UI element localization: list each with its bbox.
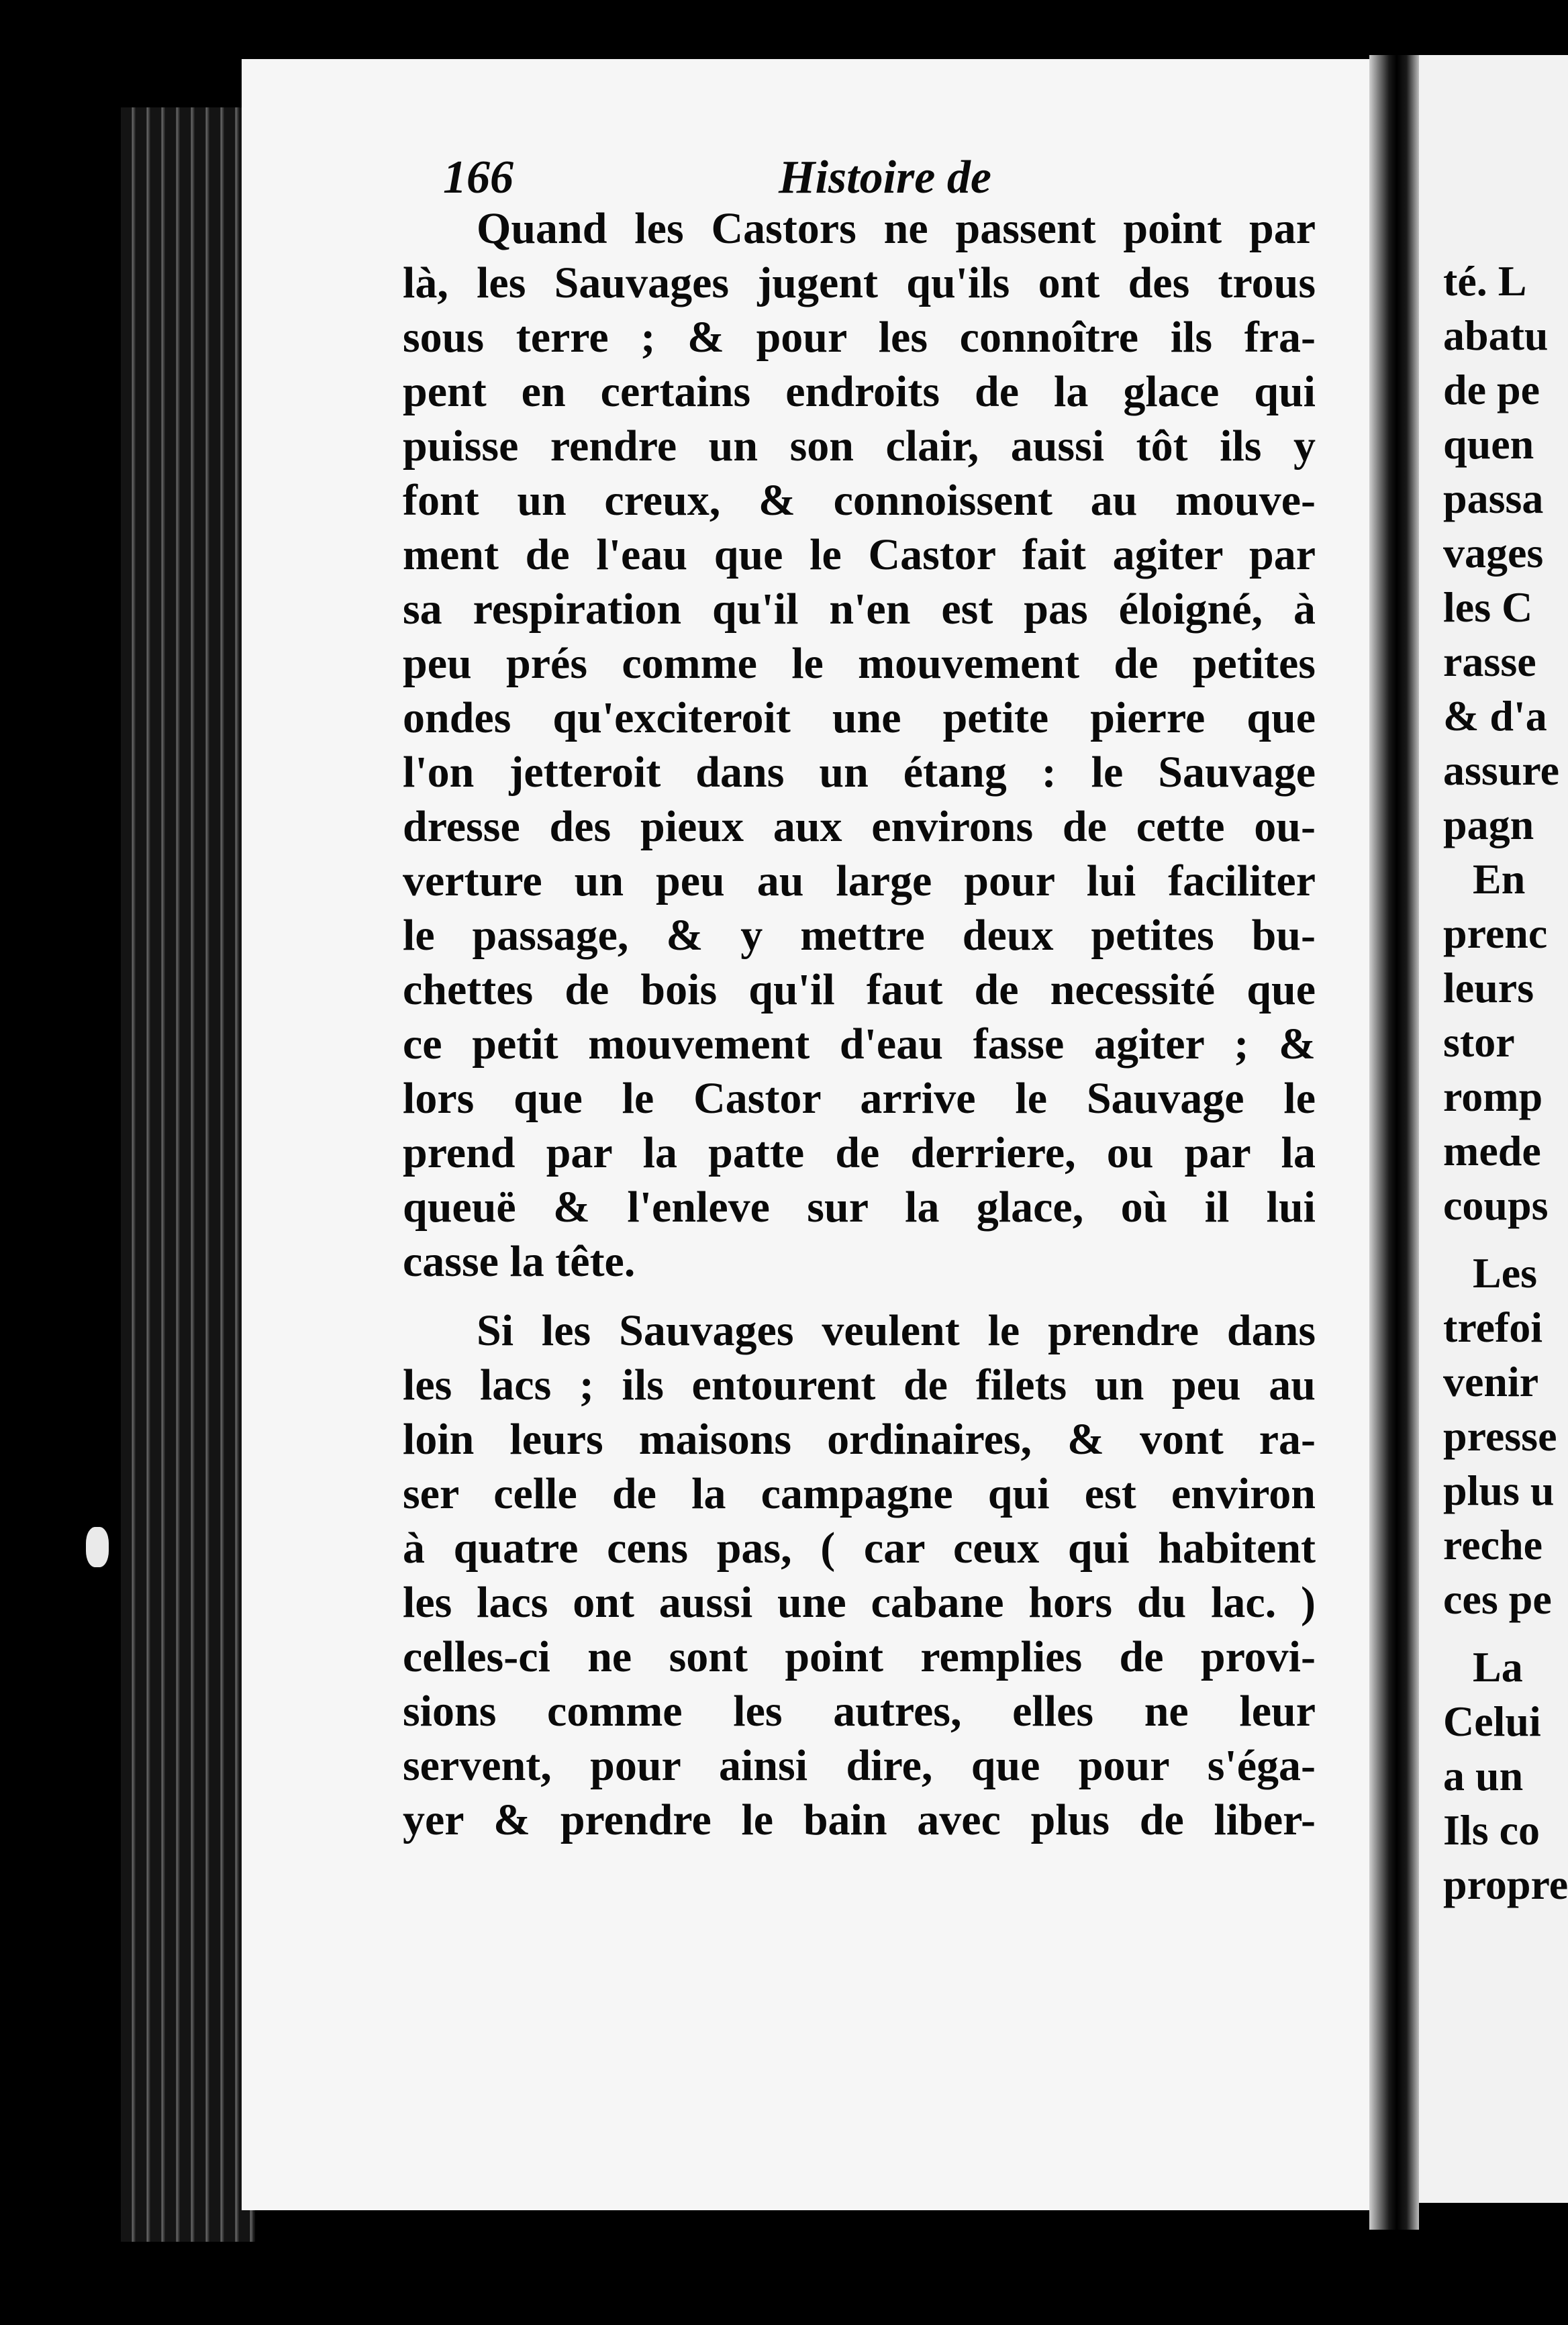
text-line: le passage, & y mettre deux petites bu- [403, 911, 1316, 960]
text-line-fragment: Ils co [1443, 1806, 1540, 1854]
text-line-fragment: presse [1443, 1412, 1557, 1460]
text-line-fragment: prenc [1443, 909, 1548, 957]
text-line: à quatre cens pas, ( car ceux qui habitent [403, 1524, 1316, 1573]
page-number: 166 [443, 152, 513, 203]
text-line: ce petit mouvement d'eau fasse agiter ; & [403, 1020, 1316, 1069]
right-page-body [1443, 254, 1568, 1912]
text-line: ondes qu'exciteroit une petite pierre que [403, 693, 1316, 742]
text-line-fragment: rasse [1443, 638, 1536, 685]
text-line-fragment: de pe [1443, 366, 1540, 413]
paper-fragment [86, 1527, 109, 1567]
text-line: l'on jetteroit dans un étang : le Sauvage [403, 748, 1316, 797]
text-line-fragment: propre [1443, 1861, 1568, 1908]
text-line-fragment: trefoi [1443, 1303, 1543, 1351]
text-line: Quand les Castors ne passent point par [477, 204, 1316, 253]
text-line: les lacs ; ils entourent de filets un peu au [403, 1361, 1316, 1409]
text-line: là, les Sauvages jugent qu'ils ont des trous [403, 258, 1316, 307]
text-line-fragment: & d'a [1443, 692, 1547, 740]
book-gutter [1369, 55, 1419, 2230]
text-line-fragment: leurs [1443, 964, 1534, 1011]
text-line-fragment: La [1473, 1643, 1523, 1691]
text-line: les lacs ont aussi une cabane hors du lac. ) [403, 1578, 1316, 1627]
text-line: pent en certains endroits de la glace qui [403, 367, 1316, 416]
text-line: servent, pour ainsi dire, que pour s'éga- [403, 1741, 1316, 1790]
running-title: Histoire de [779, 152, 991, 203]
text-line: font un creux, & connoissent au mouve- [403, 476, 1316, 525]
text-line: ment de l'eau que le Castor fait agiter par [403, 530, 1316, 579]
text-line: dresse des pieux aux environs de cette ou- [403, 802, 1316, 851]
text-line-fragment: stor [1443, 1018, 1515, 1066]
text-line-fragment: mede [1443, 1127, 1541, 1175]
text-line: ser celle de la campagne qui est environ [403, 1469, 1316, 1518]
text-line-fragment: té. L [1443, 257, 1527, 305]
book-page-edges [121, 107, 255, 2242]
text-line-fragment: Celui [1443, 1697, 1541, 1745]
text-line: verture un peu au large pour lui faciliter [403, 856, 1316, 905]
text-line: sous terre ; & pour les connoître ils fra- [403, 313, 1316, 362]
text-line: celles-ci ne sont point remplies de provi- [403, 1632, 1316, 1681]
text-line-fragment: reche [1443, 1521, 1543, 1569]
text-line-fragment: vages [1443, 529, 1544, 577]
text-line: yer & prendre le bain avec plus de liber- [403, 1795, 1316, 1844]
text-line: sa respiration qu'il n'en est pas éloigné, à [403, 585, 1316, 634]
text-line-fragment: ces pe [1443, 1575, 1552, 1623]
text-line-fragment: En [1473, 855, 1526, 903]
text-line: chettes de bois qu'il faut de necessité que [403, 965, 1316, 1014]
text-line-fragment: pagn [1443, 801, 1534, 848]
text-line-fragment: passa [1443, 475, 1544, 522]
text-line-fragment: romp [1443, 1073, 1543, 1120]
text-line: lors que le Castor arrive le Sauvage le [403, 1074, 1316, 1123]
text-line: sions comme les autres, elles ne leur [403, 1687, 1316, 1736]
text-line-fragment: quen [1443, 420, 1534, 468]
text-line-fragment: a un [1443, 1752, 1524, 1799]
text-line: peu prés comme le mouvement de petites [403, 639, 1316, 688]
text-line: puisse rendre un son clair, aussi tôt ils y [403, 422, 1316, 471]
text-line: casse la tête. [403, 1237, 636, 1286]
text-line-fragment: les C [1443, 583, 1533, 631]
text-line-fragment: coups [1443, 1181, 1549, 1229]
text-line-fragment: abatu [1443, 311, 1549, 359]
text-line: queuë & l'enleve sur la glace, où il lui [403, 1183, 1316, 1232]
text-line: loin leurs maisons ordinaires, & vont ra- [403, 1415, 1316, 1464]
text-line-fragment: assure [1443, 746, 1560, 794]
text-line: prend par la patte de derriere, ou par la [403, 1128, 1316, 1177]
text-line-fragment: plus u [1443, 1467, 1555, 1514]
text-line-fragment: venir [1443, 1358, 1539, 1405]
left-page-body [403, 201, 1316, 1847]
text-line: Si les Sauvages veulent le prendre dans [477, 1306, 1316, 1355]
text-line-fragment: Les [1473, 1249, 1537, 1297]
